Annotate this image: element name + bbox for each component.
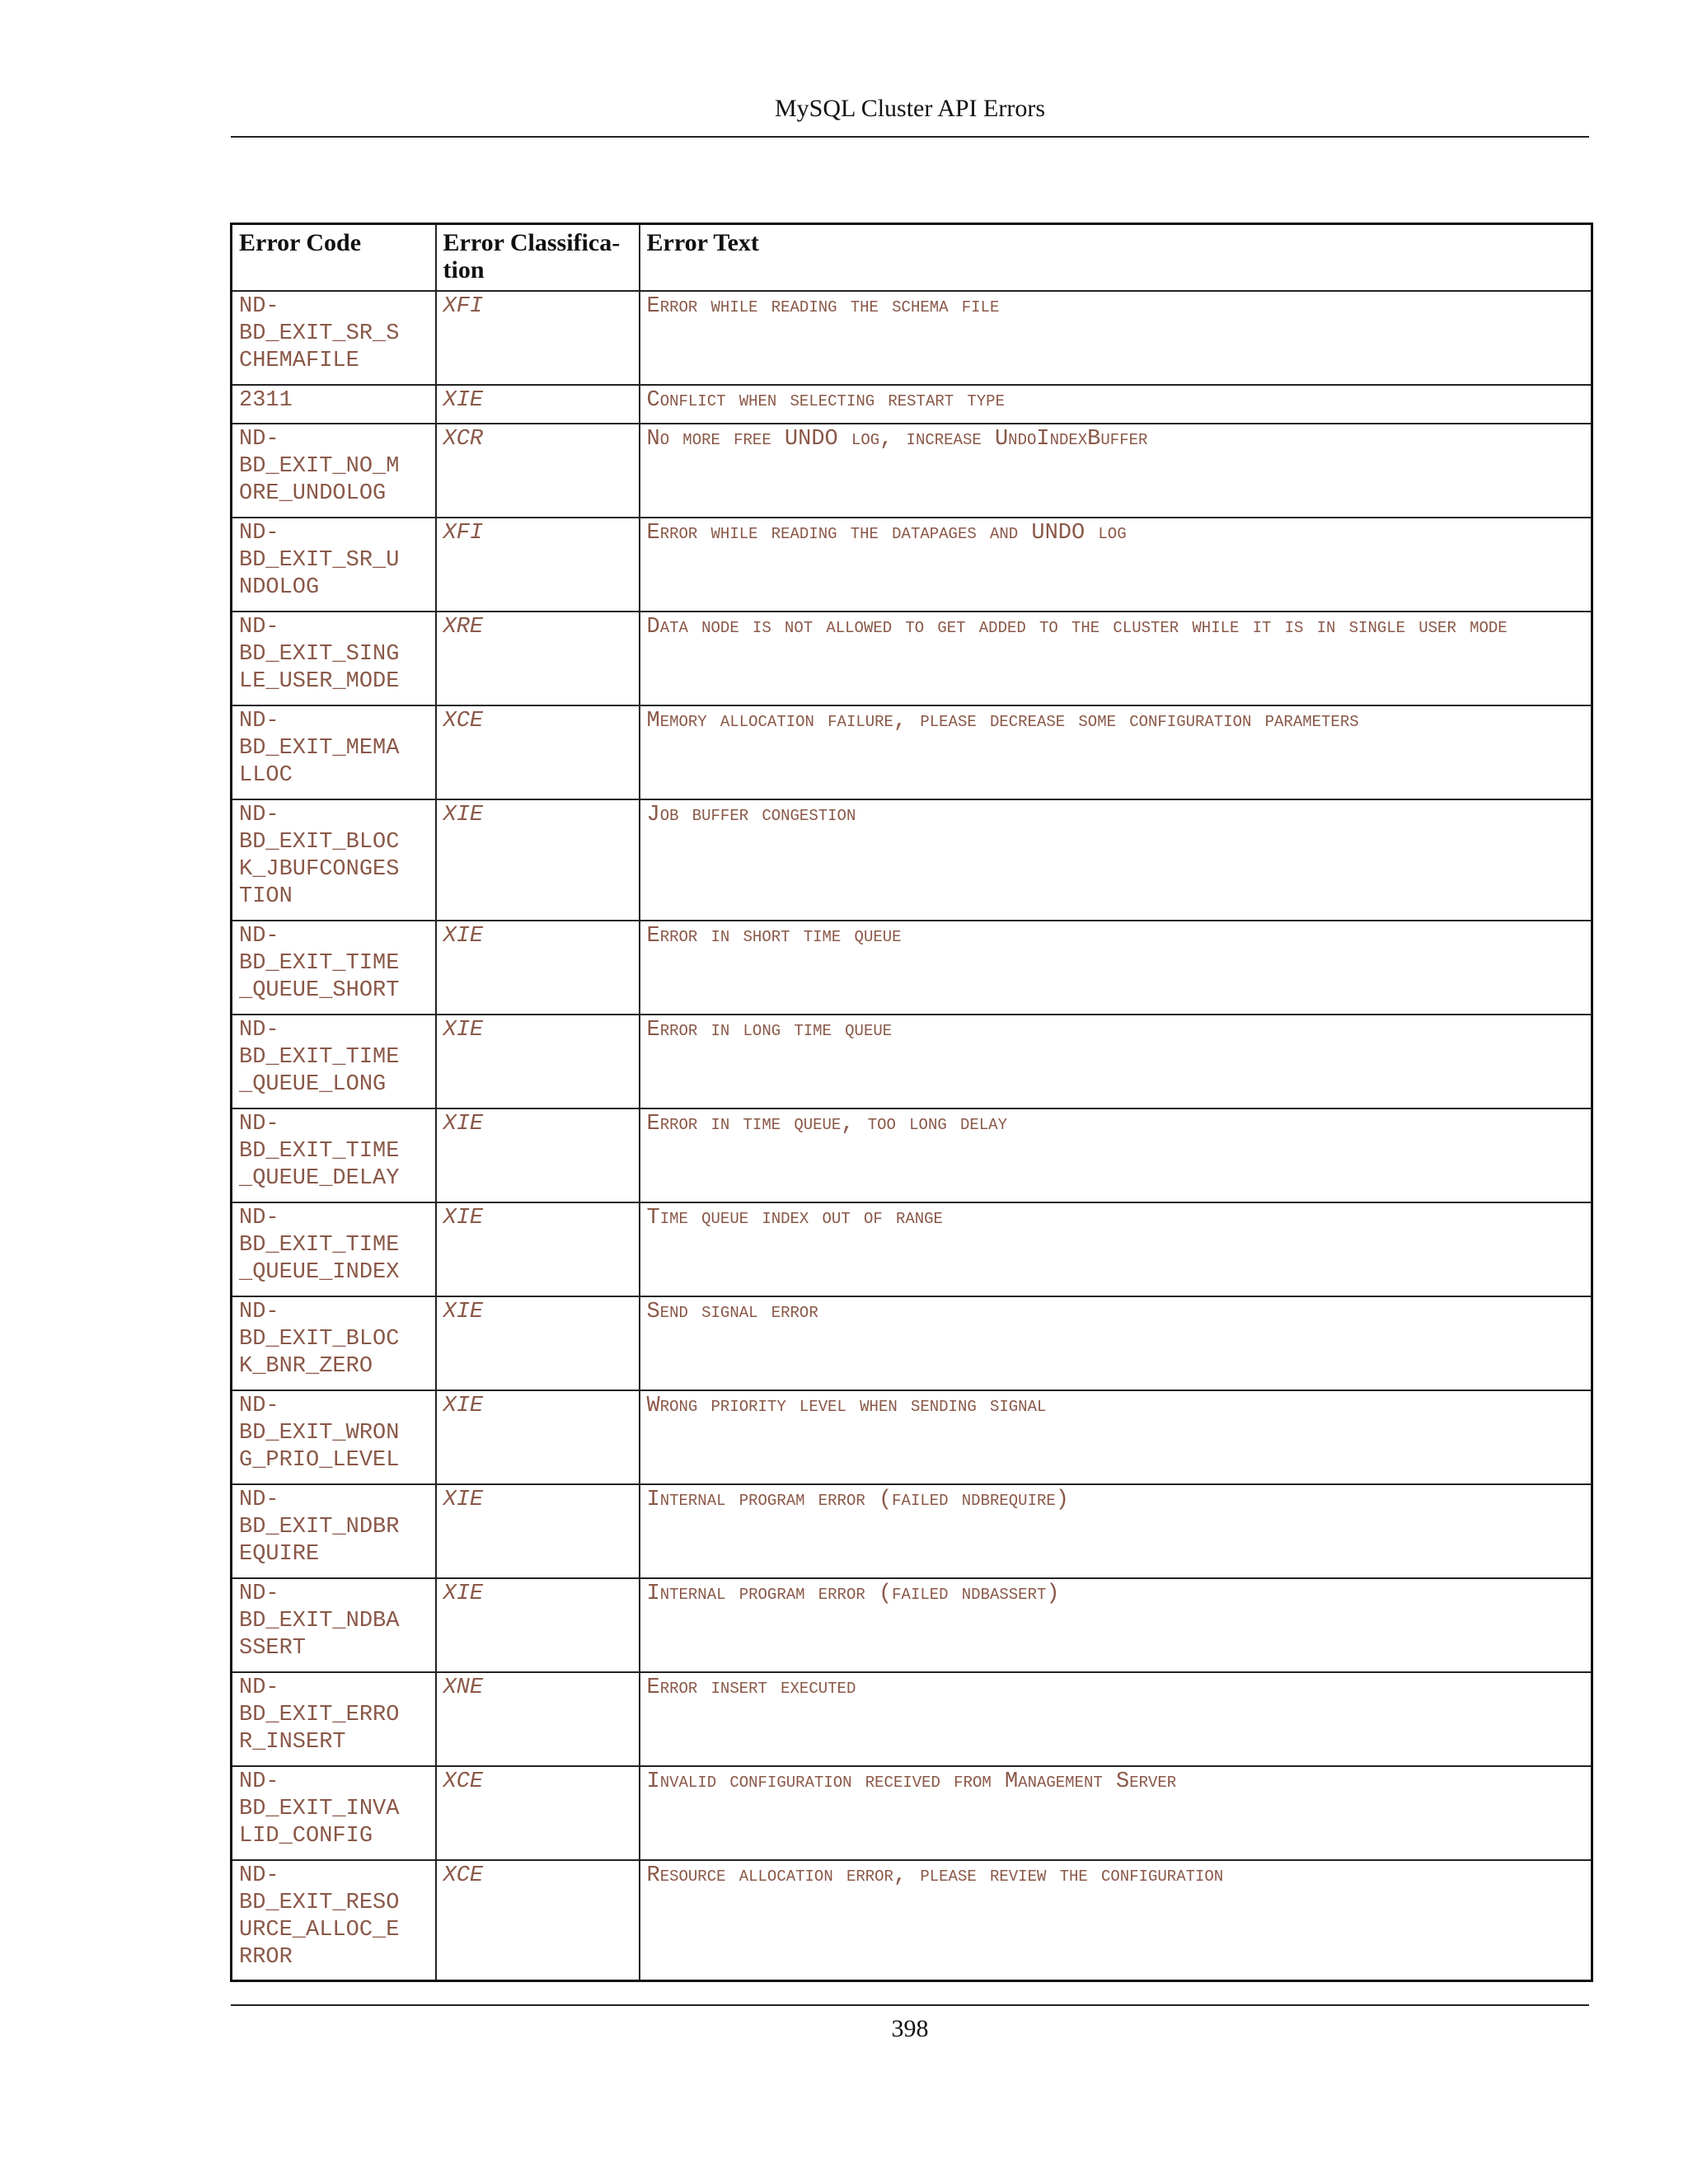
table-row (232, 921, 1592, 1015)
table-row (232, 1108, 1592, 1202)
error-text-cell: Wrong priority level when sending signal (640, 1390, 1592, 1484)
error-classification-cell: XIE (436, 799, 640, 921)
error-code-cell: ND- BD_EXIT_TIME _QUEUE_INDEX (232, 1202, 436, 1296)
error-code-cell: ND- BD_EXIT_ERRO R_INSERT (232, 1672, 436, 1766)
error-classification-cell: XFI (436, 291, 640, 385)
table-row (232, 1296, 1592, 1390)
error-code-cell: ND- BD_EXIT_TIME _QUEUE_LONG (232, 1015, 436, 1108)
error-classification-cell: XFI (436, 518, 640, 612)
error-code-cell: ND- BD_EXIT_SR_S CHEMAFILE (232, 291, 436, 385)
table-row (232, 1578, 1592, 1672)
error-code-cell: ND- BD_EXIT_SING LE_USER_MODE (232, 612, 436, 705)
error-classification-cell: XCE (436, 1766, 640, 1860)
error-classification-cell: XIE (436, 1578, 640, 1672)
table-row (232, 1766, 1592, 1860)
error-code-cell: ND- BD_EXIT_NDBR EQUIRE (232, 1484, 436, 1578)
error-text-cell: Error insert executed (640, 1672, 1592, 1766)
error-classification-cell: XIE (436, 1202, 640, 1296)
table-row (232, 1390, 1592, 1484)
error-text-cell: Send signal error (640, 1296, 1592, 1390)
error-code-cell: ND- BD_EXIT_BLOC K_JBUFCONGES TION (232, 799, 436, 921)
error-text-cell: Conflict when selecting restart type (640, 385, 1592, 424)
table-row (232, 291, 1592, 385)
table-header-row (232, 224, 1592, 291)
table-row (232, 1015, 1592, 1108)
table-row (232, 1202, 1592, 1296)
error-classification-cell: XCR (436, 424, 640, 518)
error-classification-cell: XIE (436, 1484, 640, 1578)
column-header-error-code: Error Code (232, 224, 436, 291)
error-text-cell: No more free UNDO log, increase UndoIndexBuffer (640, 424, 1592, 518)
error-code-cell: ND- BD_EXIT_NO_M ORE_UNDOLOG (232, 424, 436, 518)
error-text-cell: Time queue index out of range (640, 1202, 1592, 1296)
error-text-cell: Error in time queue, too long delay (640, 1108, 1592, 1202)
table-row (232, 518, 1592, 612)
error-text-cell: Resource allocation error, please review the configuration (640, 1860, 1592, 1981)
page-number: 398 (891, 2015, 929, 2042)
error-classification-cell: XIE (436, 1015, 640, 1108)
column-header-error-classification: Error Classifica- tion (436, 224, 640, 291)
table-row (232, 1484, 1592, 1578)
error-code-cell: ND- BD_EXIT_INVA LID_CONFIG (232, 1766, 436, 1860)
error-classification-cell: XIE (436, 1108, 640, 1202)
error-text-cell: Data node is not allowed to get added to the cluster while it is in single user mode (640, 612, 1592, 705)
error-code-cell: ND- BD_EXIT_BLOC K_BNR_ZERO (232, 1296, 436, 1390)
error-classification-cell: XCE (436, 705, 640, 799)
table-row (232, 705, 1592, 799)
error-classification-cell: XIE (436, 1390, 640, 1484)
error-classification-cell: XIE (436, 1296, 640, 1390)
table-row (232, 424, 1592, 518)
error-code-cell: ND- BD_EXIT_NDBA SSERT (232, 1578, 436, 1672)
header-rule (231, 136, 1589, 138)
error-text-cell: Invalid configuration received from Management Server (640, 1766, 1592, 1860)
error-classification-cell: XNE (436, 1672, 640, 1766)
error-code-cell: ND- BD_EXIT_RESO URCE_ALLOC_E RROR (232, 1860, 436, 1981)
column-header-error-text: Error Text (640, 224, 1592, 291)
table-row (232, 1860, 1592, 1981)
error-text-cell: Job buffer congestion (640, 799, 1592, 921)
table-row (232, 385, 1592, 424)
table-row (232, 1672, 1592, 1766)
error-text-cell: Error in long time queue (640, 1015, 1592, 1108)
page-header: MySQL Cluster API Errors (774, 95, 1046, 122)
error-text-cell: Memory allocation failure, please decrease some configuration parameters (640, 705, 1592, 799)
error-text-cell: Error while reading the datapages and UNDO log (640, 518, 1592, 612)
error-code-cell: ND- BD_EXIT_SR_U NDOLOG (232, 518, 436, 612)
footer-rule (231, 2004, 1589, 2006)
error-classification-cell: XRE (436, 612, 640, 705)
error-classification-cell: XIE (436, 921, 640, 1015)
table-row (232, 612, 1592, 705)
error-text-cell: Internal program error (failed ndbrequire) (640, 1484, 1592, 1578)
table-row (232, 799, 1592, 921)
error-code-cell: ND- BD_EXIT_TIME _QUEUE_SHORT (232, 921, 436, 1015)
error-classification-cell: XCE (436, 1860, 640, 1981)
error-text-cell: Error in short time queue (640, 921, 1592, 1015)
error-text-cell: Error while reading the schema file (640, 291, 1592, 385)
error-code-cell: 2311 (232, 385, 436, 424)
error-code-cell: ND- BD_EXIT_MEMA LLOC (232, 705, 436, 799)
error-code-cell: ND- BD_EXIT_TIME _QUEUE_DELAY (232, 1108, 436, 1202)
error-text-cell: Internal program error (failed ndbassert) (640, 1578, 1592, 1672)
error-classification-cell: XIE (436, 385, 640, 424)
error-code-cell: ND- BD_EXIT_WRON G_PRIO_LEVEL (232, 1390, 436, 1484)
error-table (230, 223, 1593, 1982)
